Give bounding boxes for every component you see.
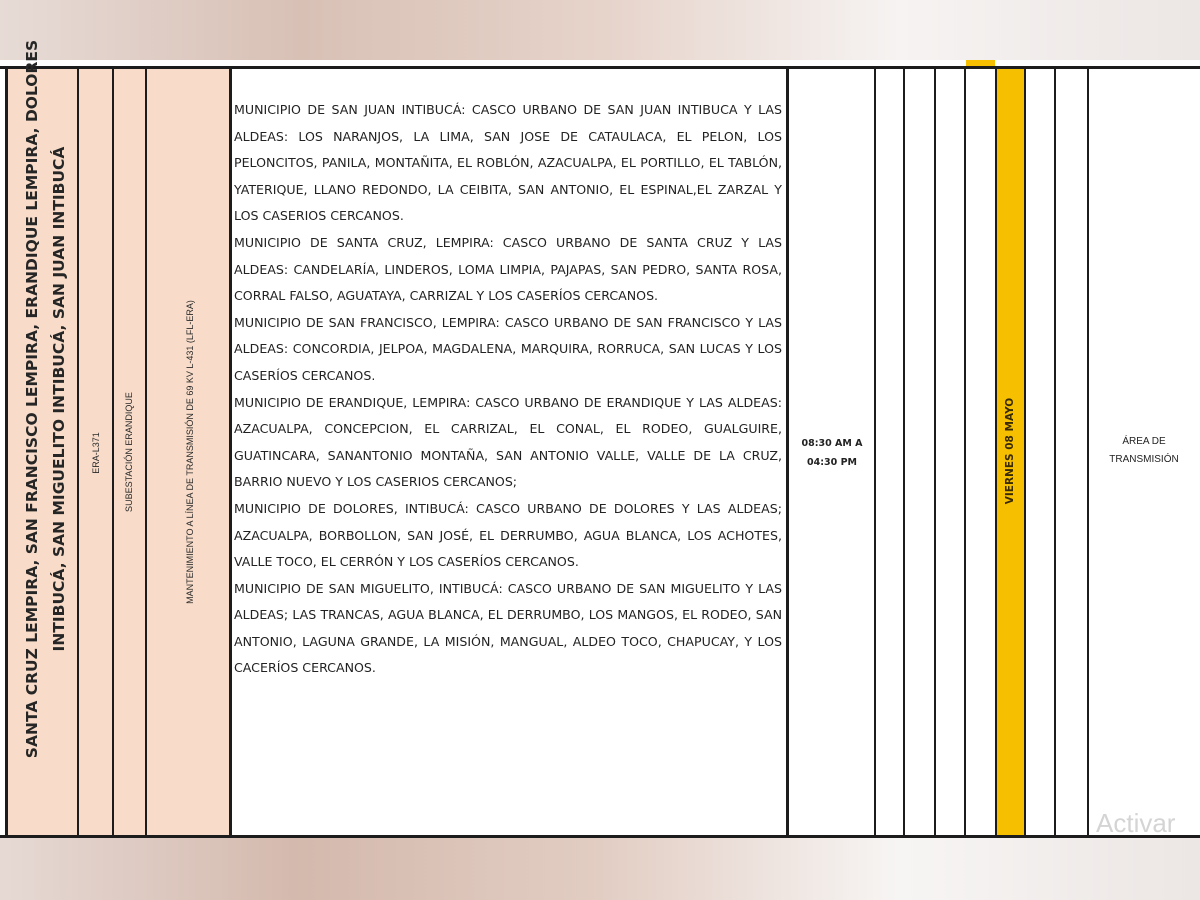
zones-text: SANTA CRUZ LEMPIRA, SAN FRANCISCO LEMPIRA, ERANDIQUE LEMPIRA, DOLORES INTIBUCÁ, SAN MIGUELITO INTIBUCÁ, SAN JUAN INTIBUCÁ <box>23 39 68 759</box>
column-divider <box>995 66 997 838</box>
table-border-bottom <box>0 835 1200 838</box>
column-divider <box>786 66 789 838</box>
affected-areas-text <box>234 97 782 682</box>
blurred-background-bottom <box>0 838 1200 900</box>
municipality-paragraph: MUNICIPIO DE DOLORES, INTIBUCÁ: CASCO URBANO DE DOLORES Y LAS ALDEAS; AZACUALPA, BORBOLLON, SAN JOSÉ, EL DERRUMBO, AGUA BLANCA, LOS ACHOTES, VALLE TOCO, EL CERRÓN Y LOS CASERÍOS CERCANOS. <box>234 500 782 570</box>
column-divider <box>874 66 876 838</box>
circuit-code: ERA-L371 <box>91 432 101 474</box>
municipality-paragraph: MUNICIPIO DE SANTA CRUZ, LEMPIRA: CASCO URBANO DE SANTA CRUZ Y LAS ALDEAS: CANDELARÍA, LINDEROS, LOMA LIMPIA, PAJAPAS, SAN PEDRO, SANTA ROSA, CORRAL FALSO, AGUATAYA, CARRIZAL Y LOS CASERÍOS CERCANOS. <box>234 234 782 304</box>
municipality-paragraph: MUNICIPIO DE SAN JUAN INTIBUCÁ: CASCO URBANO DE SAN JUAN INTIBUCA Y LAS ALDEAS: LOS NARANJOS, LA LIMA, SAN JOSE DE CATAULACA, EL PELON, LOS PELONCITOS, PANILA, MONTAÑITA, EL ROBLÓN, AZACUALPA, EL PORTILLO, EL TABLÓN, YATERIQUE, LLANO REDONDO, LA CEIBITA, SAN ANTONIO, EL ESPINAL,EL ZARZAL Y LOS CASERIOS CERCANOS. <box>234 102 782 224</box>
table-border-top <box>0 66 1200 69</box>
column-divider <box>934 66 936 838</box>
column-divider <box>229 66 232 838</box>
column-divider <box>145 66 147 838</box>
time-end: 04:30 PM <box>807 457 857 468</box>
column-divider <box>77 66 79 838</box>
column-divider <box>1024 66 1026 838</box>
responsible-area <box>1090 433 1198 469</box>
column-divider <box>903 66 905 838</box>
activation-watermark: Activar <box>1096 808 1176 838</box>
schedule-time <box>790 434 874 472</box>
municipality-paragraph: MUNICIPIO DE SAN FRANCISCO, LEMPIRA: CASCO URBANO DE SAN FRANCISCO Y LAS ALDEAS: CONCORDIA, JELPOA, MAGDALENA, MARQUIRA, RORRUCA, SAN LUCAS Y LOS CASERÍOS CERCANOS. <box>234 314 782 383</box>
column-divider <box>5 66 8 838</box>
day-label: VIERNES 08 MAYO <box>1004 397 1016 505</box>
municipality-paragraph: MUNICIPIO DE SAN MIGUELITO, INTIBUCÁ: CASCO URBANO DE SAN MIGUELITO Y LAS ALDEAS; LAS TRANCAS, AGUA BLANCA, EL DERRUMBO, LOS MANGOS, EL RODEO, SAN ANTONIO, LAGUNA GRANDE, LA MISIÓN, MANGUAL, ALDEO TOCO, CHAPUCAY, Y LOS CACERÍOS CERCANOS. <box>234 580 782 676</box>
area-line-1: ÁREA DE <box>1122 436 1166 447</box>
area-line-2: TRANSMISIÓN <box>1109 454 1179 465</box>
column-divider <box>1087 66 1089 838</box>
municipality-paragraph: MUNICIPIO DE ERANDIQUE, LEMPIRA: CASCO URBANO DE ERANDIQUE Y LAS ALDEAS: AZACUALPA, CONCEPCION, EL CARRIZAL, EL CONAL, EL RODEO, GUALGUIRE, GUATINCARA, SANANTONIO MONTAÑA, SAN ANTONIO VALLE, VALLE DE LA CRUZ, BARRIO NUEVO Y LOS CASERIOS CERCANOS; <box>234 394 782 490</box>
work-description: MANTENIMIENTO A LÍNEA DE TRANSMISIÓN DE 69 KV L-431 (LFL-ERA) <box>185 300 195 604</box>
column-divider <box>112 66 114 838</box>
blurred-background-top <box>0 0 1200 64</box>
column-divider <box>1054 66 1056 838</box>
substation-name: SUBESTACIÓN ERANDIQUE <box>124 392 134 512</box>
column-divider <box>964 66 966 838</box>
time-start: 08:30 AM A <box>801 438 863 449</box>
